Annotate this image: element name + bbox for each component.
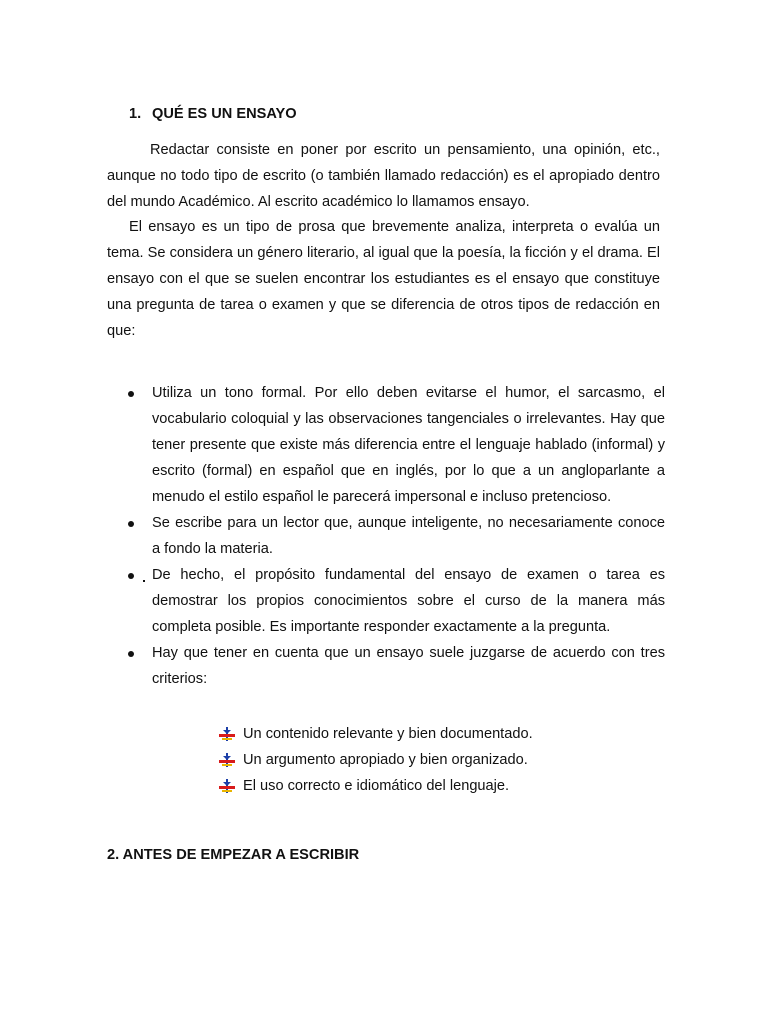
criteria-list <box>219 721 533 799</box>
paragraph-1: Redactar consiste en poner por escrito un pensamiento, una opinión, etc., aunque no todo tipo de escrito (o también llamado redacción) es el apropiado dentro del mundo Académico. Al escrito académico lo llamamos ensayo. <box>107 142 660 210</box>
criteria-item <box>219 747 533 773</box>
stray-mark <box>143 580 145 582</box>
list-item <box>125 510 665 562</box>
bullet-icon <box>128 573 134 579</box>
bullet-icon <box>128 651 134 657</box>
bullet-icon <box>128 391 134 397</box>
list-item-text: Hay que tener en cuenta que un ensayo suele juzgarse de acuerdo con tres criterios: <box>152 645 665 687</box>
bullet-icon <box>128 521 134 527</box>
list-item <box>125 640 665 692</box>
section-1-heading <box>129 106 297 122</box>
arrow-bullet-icon <box>219 779 235 793</box>
bullet-list <box>125 380 665 692</box>
criteria-item <box>219 721 533 747</box>
criteria-text: Un contenido relevante y bien documentado. <box>243 726 533 742</box>
section-1-number: 1. <box>129 106 142 122</box>
list-item-text: Se escribe para un lector que, aunque inteligente, no necesariamente conoce a fondo la materia. <box>152 515 665 557</box>
paragraph-2: El ensayo es un tipo de prosa que brevemente analiza, interpreta o evalúa un tema. Se considera un género literario, al igual que la poesía, la ficción y el drama. El ensayo con el que se suelen encontrar los estudiantes es el ensayo que constituye una pregunta de tarea o examen y que se diferencia de otros tipos de redacción en que: <box>107 219 660 339</box>
section-2-heading: 2. ANTES DE EMPEZAR A ESCRIBIR <box>107 847 360 863</box>
criteria-item <box>219 773 533 799</box>
criteria-text: Un argumento apropiado y bien organizado. <box>243 752 528 768</box>
list-item-text: Utiliza un tono formal. Por ello deben evitarse el humor, el sarcasmo, el vocabulario coloquial y las observaciones tangenciales o irrelevantes. Hay que tener presente que existe más diferencia entre el lenguaje hablado (informal) y escrito (formal) en español que en inglés, por lo que a un angloparlante a menudo el estilo español le parecerá impersonal e incluso pretencioso. <box>152 385 665 505</box>
list-item <box>125 380 665 510</box>
section-1-title: QUÉ ES UN ENSAYO <box>152 106 297 122</box>
arrow-bullet-icon <box>219 753 235 767</box>
list-item <box>125 562 665 640</box>
list-item-text: De hecho, el propósito fundamental del ensayo de examen o tarea es demostrar los propios conocimientos sobre el curso de la manera más completa posible. Es importante responder exactamente a la pregunta. <box>152 567 665 635</box>
criteria-text: El uso correcto e idiomático del lenguaje. <box>243 778 510 794</box>
arrow-bullet-icon <box>219 727 235 741</box>
